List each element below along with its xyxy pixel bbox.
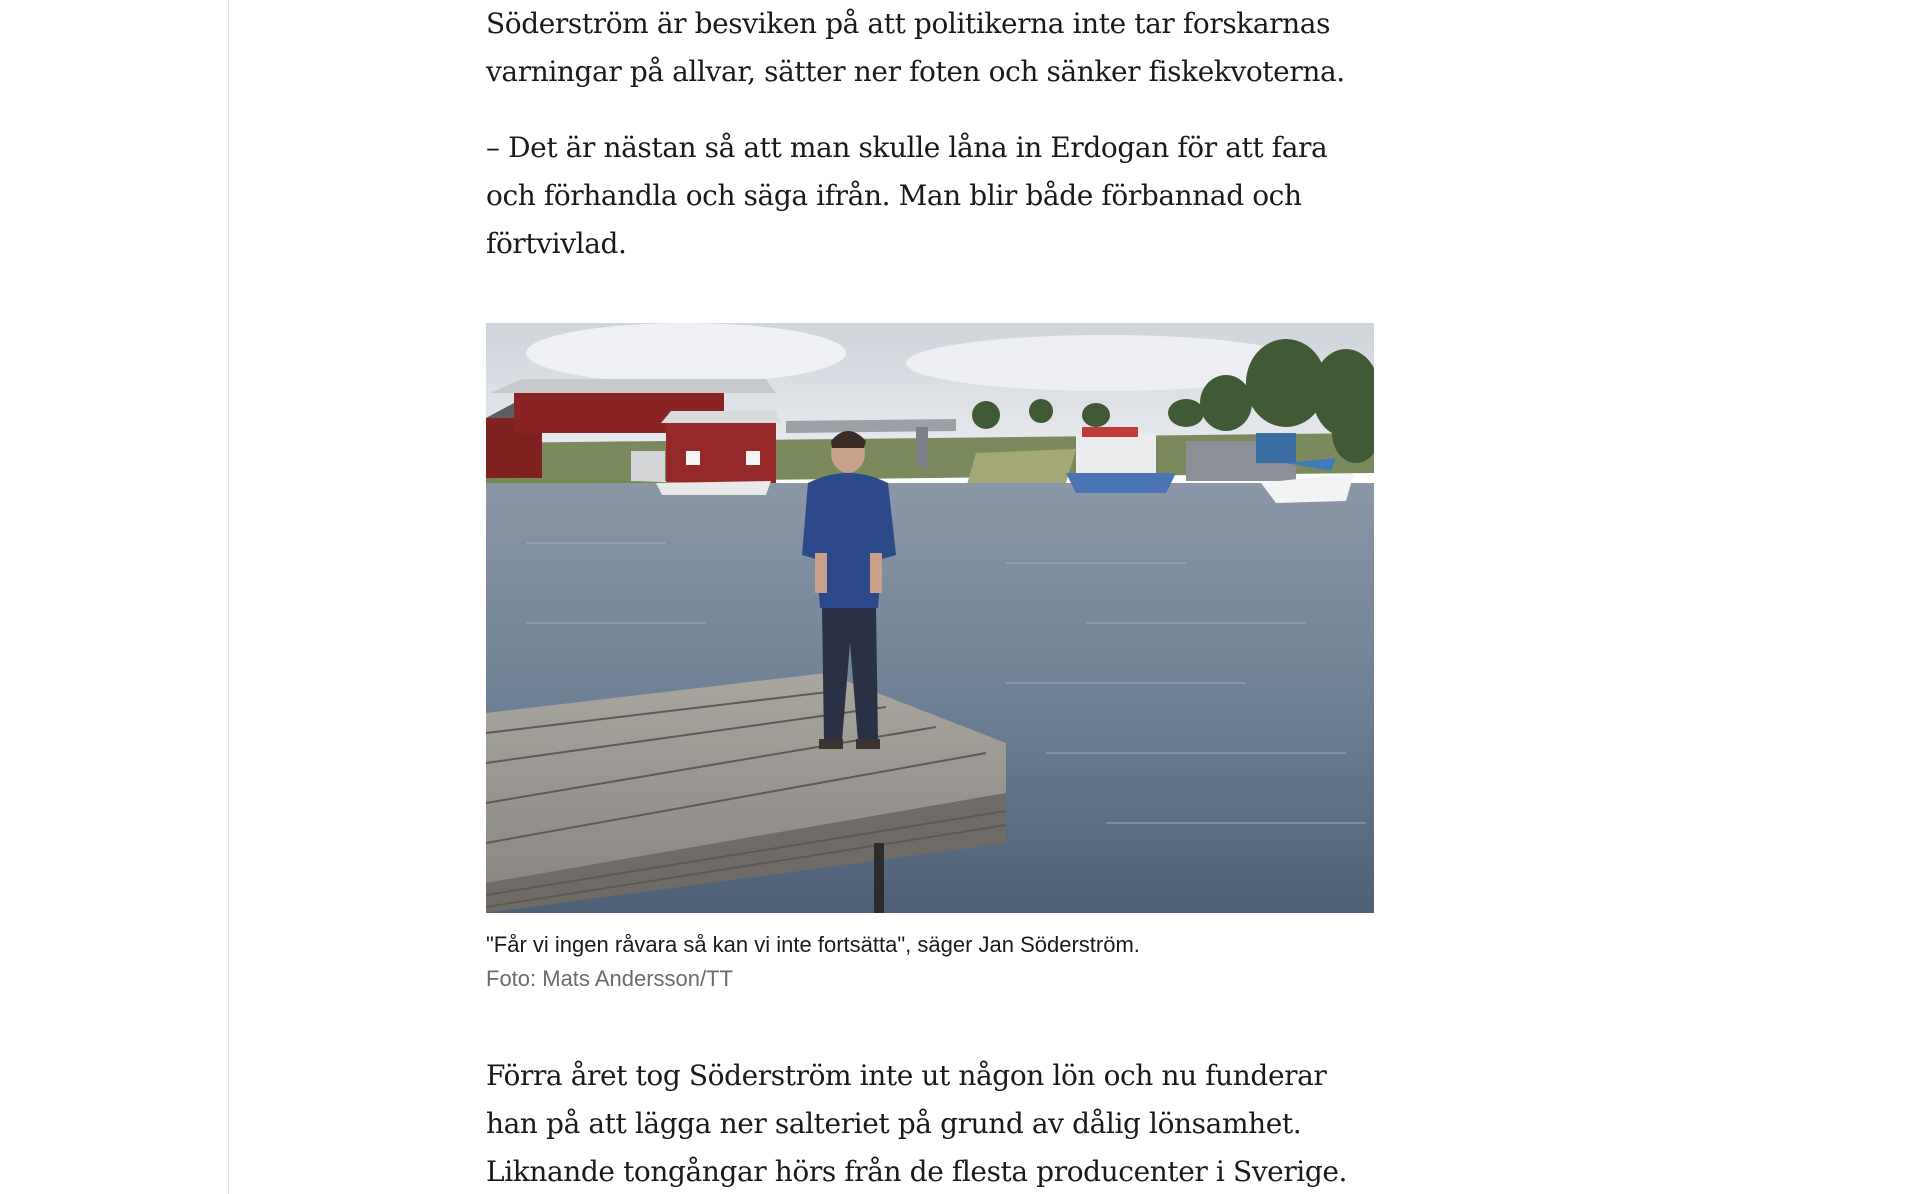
- article-figure: [486, 323, 1374, 913]
- article-paragraph: Söderström är besviken på att politikerna inte tar forskarnas varningar på allvar, sätter ner foten och sänker fiskekvoterna.: [486, 7, 1345, 88]
- left-column-divider: [228, 0, 229, 1194]
- article-quote-paragraph: – Det är nästan så att man skulle låna in Erdogan för att fara och förhandla och säga ifrån. Man blir både förbannad och förtvivlad.: [486, 131, 1328, 260]
- photo-credit: Foto: Mats Andersson/TT: [486, 966, 733, 991]
- article-photo[interactable]: [486, 323, 1374, 913]
- article-paragraph: Förra året tog Söderström inte ut någon lön och nu funderar han på att lägga ner salteriet på grund av dålig lönsamhet. Liknande tongångar hörs från de flesta producenter i Sverige.: [486, 1059, 1348, 1188]
- photo-caption: "Får vi ingen råvara så kan vi inte fortsätta", säger Jan Söderström.: [486, 932, 1140, 957]
